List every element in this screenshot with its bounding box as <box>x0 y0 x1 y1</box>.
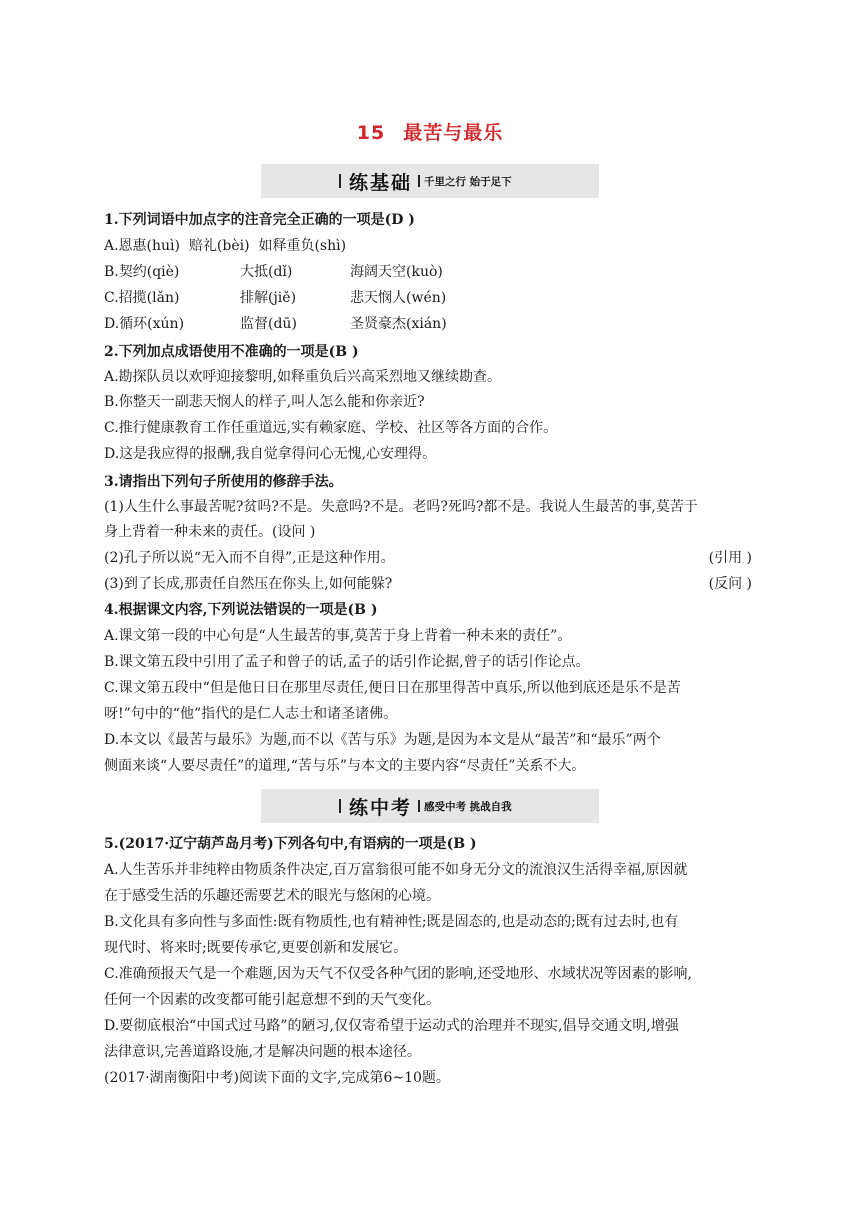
q5-option-c-line2: 任何一个因素的改变都可能引起意想不到的天气变化。 <box>104 992 440 1008</box>
q3-s2-text: (2)孔子所以说“无入而不自得”,正是这种作用。 <box>104 550 395 566</box>
section-banner-exam <box>261 789 599 823</box>
lesson-number: 15 <box>356 122 386 144</box>
q1-d-1: D.循环(xún) <box>104 316 185 332</box>
q1-c-1: C.招揽(lǎn) <box>104 290 180 306</box>
q1-b-3: 海阔天空(kuò) <box>350 264 443 280</box>
q2-option-c: C.推行健康教育工作任重道远,实有赖家庭、学校、社区等各方面的合作。 <box>104 420 558 436</box>
q1-b-1: B.契约(qiè) <box>104 264 180 280</box>
q1-option-d <box>104 314 764 334</box>
q5-stem: 5.(2017·辽宁葫芦岛月考)下列各句中,有语病的一项是(B ) <box>104 836 477 852</box>
q3-s2-answer: (引用 ) <box>708 550 752 566</box>
banner-bar <box>418 175 420 187</box>
q2-option-d: D.这是我应得的报酬,我自觉拿得问心无愧,心安理得。 <box>104 446 437 462</box>
q4-stem: 4.根据课文内容,下列说法错误的一项是(B ) <box>104 602 378 618</box>
q5-option-a-line2: 在于感受生活的乐趣还需要艺术的眼光与悠闲的心境。 <box>104 888 440 904</box>
q3-sentence-3 <box>104 574 764 594</box>
banner-subtitle: 感受中考 挑战自我 <box>424 800 512 813</box>
q3-s3-answer: (反问 ) <box>708 576 752 592</box>
q1-b-2: 大抵(dǐ) <box>240 264 293 280</box>
q2-option-a: A.勘探队员以欢呼迎接黎明,如释重负后兴高采烈地又继续勘查。 <box>104 369 502 385</box>
banner-bar <box>418 800 420 812</box>
q4-option-a: A.课文第一段的中心句是“人生最苦的事,莫苦于身上背着一种未来的责任”。 <box>104 628 572 644</box>
banner-title: 练中考 <box>349 796 413 819</box>
q1-option-c <box>104 288 764 308</box>
q5-option-c-line1: C.准确预报天气是一个难题,因为天气不仅受各种气团的影响,还受地形、水域状况等因素的影响, <box>104 966 693 982</box>
q1-option-a <box>104 236 764 256</box>
q1-d-2: 监督(dū) <box>240 316 297 332</box>
lesson-title <box>0 118 860 145</box>
banner-title: 练基础 <box>349 171 413 194</box>
q1-option-b <box>104 262 764 282</box>
q3-sentence-1a: (1)人生什么事最苦呢?贫吗?不是。失意吗?不是。老吗?死吗?都不是。我说人生最苦的事,莫苦于 <box>104 499 698 515</box>
q2-option-b: B.你整天一副悲天悯人的样子,叫人怎么能和你亲近? <box>104 394 425 410</box>
q4-option-d-line1: D.本文以《最苦与最乐》为题,而不以《苦与乐》为题,是因为本文是从“最苦”和“最乐”两个 <box>104 732 661 748</box>
banner-bar <box>339 799 341 813</box>
q1-a-1: A.恩惠(huì) <box>104 238 180 254</box>
q4-option-b: B.课文第五段中引用了孟子和曾子的话,孟子的话引作论据,曾子的话引作论点。 <box>104 654 590 670</box>
q2-stem: 2.下列加点成语使用不准确的一项是(B ) <box>104 344 359 360</box>
q1-a-2: 赔礼(bèi) <box>188 238 250 254</box>
q1-c-2: 排解(jiě) <box>240 290 297 306</box>
q4-option-c-line2: 呀!”句中的“他”指代的是仁人志士和诸圣诸佛。 <box>104 706 398 722</box>
q1-a-3: 如释重负(shì) <box>258 238 347 254</box>
reading-instruction: (2017·湖南衡阳中考)阅读下面的文字,完成第6~10题。 <box>104 1070 450 1086</box>
q3-s3-text: (3)到了长成,那责任自然压在你头上,如何能躲? <box>104 576 393 592</box>
q3-sentence-1b: 身上背着一种未来的责任。(设问 ) <box>104 524 316 540</box>
q3-stem: 3.请指出下列句子所使用的修辞手法。 <box>104 474 343 490</box>
q1-c-3: 悲天悯人(wén) <box>350 290 447 306</box>
q3-sentence-2 <box>104 548 764 568</box>
q1-stem: 1.下列词语中加点字的注音完全正确的一项是(D ) <box>104 212 415 228</box>
section-banner-basics <box>261 164 599 198</box>
q4-option-d-line2: 侧面来谈“人要尽责任”的道理,“苦与乐”与本文的主要内容“尽责任”关系不大。 <box>104 758 586 774</box>
q5-option-b-line1: B.文化具有多向性与多面性:既有物质性,也有精神性;既是固态的,也是动态的;既有过去时,也有 <box>104 914 679 930</box>
q1-d-3: 圣贤豪杰(xián) <box>350 316 447 332</box>
q5-option-a-line1: A.人生苦乐并非纯粹由物质条件决定,百万富翁很可能不如身无分文的流浪汉生活得幸福,原因就 <box>104 862 688 878</box>
q4-option-c-line1: C.课文第五段中“但是他日日在那里尽责任,便日日在那里得苦中真乐,所以他到底还是乐不是苦 <box>104 680 681 696</box>
banner-subtitle: 千里之行 始于足下 <box>424 175 512 188</box>
q5-option-d-line2: 法律意识,完善道路设施,才是解决问题的根本途径。 <box>104 1044 421 1060</box>
banner-bar <box>339 174 341 188</box>
q5-option-b-line2: 现代时、将来时;既要传承它,更要创新和发展它。 <box>104 940 408 956</box>
q5-option-d-line1: D.要彻底根治“中国式过马路”的陋习,仅仅寄希望于运动式的治理并不现实,倡导交通文明,增强 <box>104 1018 679 1034</box>
lesson-name: 最苦与最乐 <box>403 122 504 144</box>
